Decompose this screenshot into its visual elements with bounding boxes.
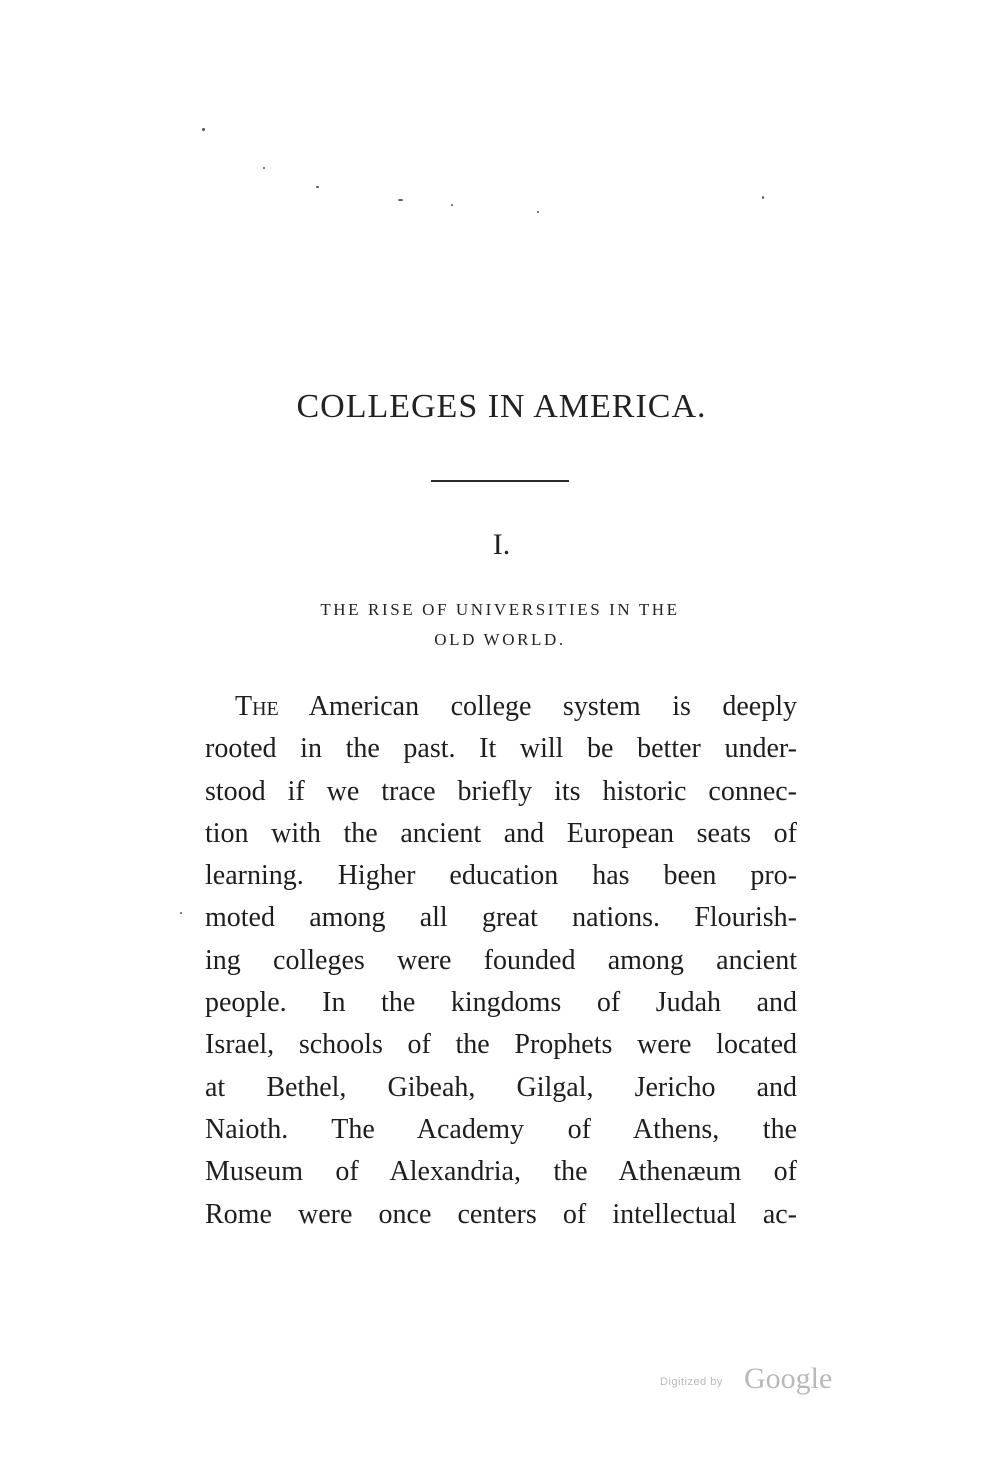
scan-speck (180, 912, 182, 914)
chapter-number: I. (492, 528, 511, 561)
scan-speck (202, 128, 205, 131)
watermark-prefix: Digitized by (660, 1376, 723, 1388)
text-line: Rome were once centers of intellectual ac- (205, 1198, 797, 1230)
scan-speck (762, 196, 764, 199)
scan-speck (398, 199, 403, 201)
text-line-rest: American college system is deeply (278, 691, 797, 722)
text-line: tion with the ancient and European seats of (205, 817, 797, 849)
chapter-title-line: OLD WORLD. (434, 630, 566, 649)
scan-speck (537, 211, 539, 213)
text-line: stood if we trace briefly its historic connec- (205, 775, 797, 807)
text-line: rooted in the past. It will be better under- (205, 733, 797, 765)
scan-speck (451, 204, 453, 206)
title-divider (431, 480, 569, 482)
digitization-watermark (660, 1362, 860, 1398)
text-line: people. In the kingdoms of Judah and (205, 987, 797, 1019)
chapter-title-line: THE RISE OF UNIVERSITIES IN THE (320, 600, 680, 619)
text-line (205, 686, 797, 728)
text-line: Naioth. The Academy of Athens, the (205, 1113, 797, 1145)
text-line: Museum of Alexandria, the Athenæum of (205, 1156, 797, 1188)
text-line: ing colleges were founded among ancient (205, 944, 797, 976)
text-line: learning. Higher education has been pro- (205, 860, 797, 892)
text-line: Israel, schools of the Prophets were located (205, 1029, 797, 1061)
chapter-title (220, 595, 780, 655)
watermark-logo: Google (744, 1362, 833, 1395)
scan-speck (263, 167, 265, 169)
scan-speck (316, 186, 319, 188)
body-paragraph (205, 686, 797, 1236)
text-line: at Bethel, Gibeah, Gilgal, Jericho and (205, 1071, 797, 1103)
opening-word: The (235, 691, 279, 722)
book-title: COLLEGES IN AMERICA. (296, 388, 707, 425)
text-line: moted among all great nations. Flourish- (205, 902, 797, 934)
